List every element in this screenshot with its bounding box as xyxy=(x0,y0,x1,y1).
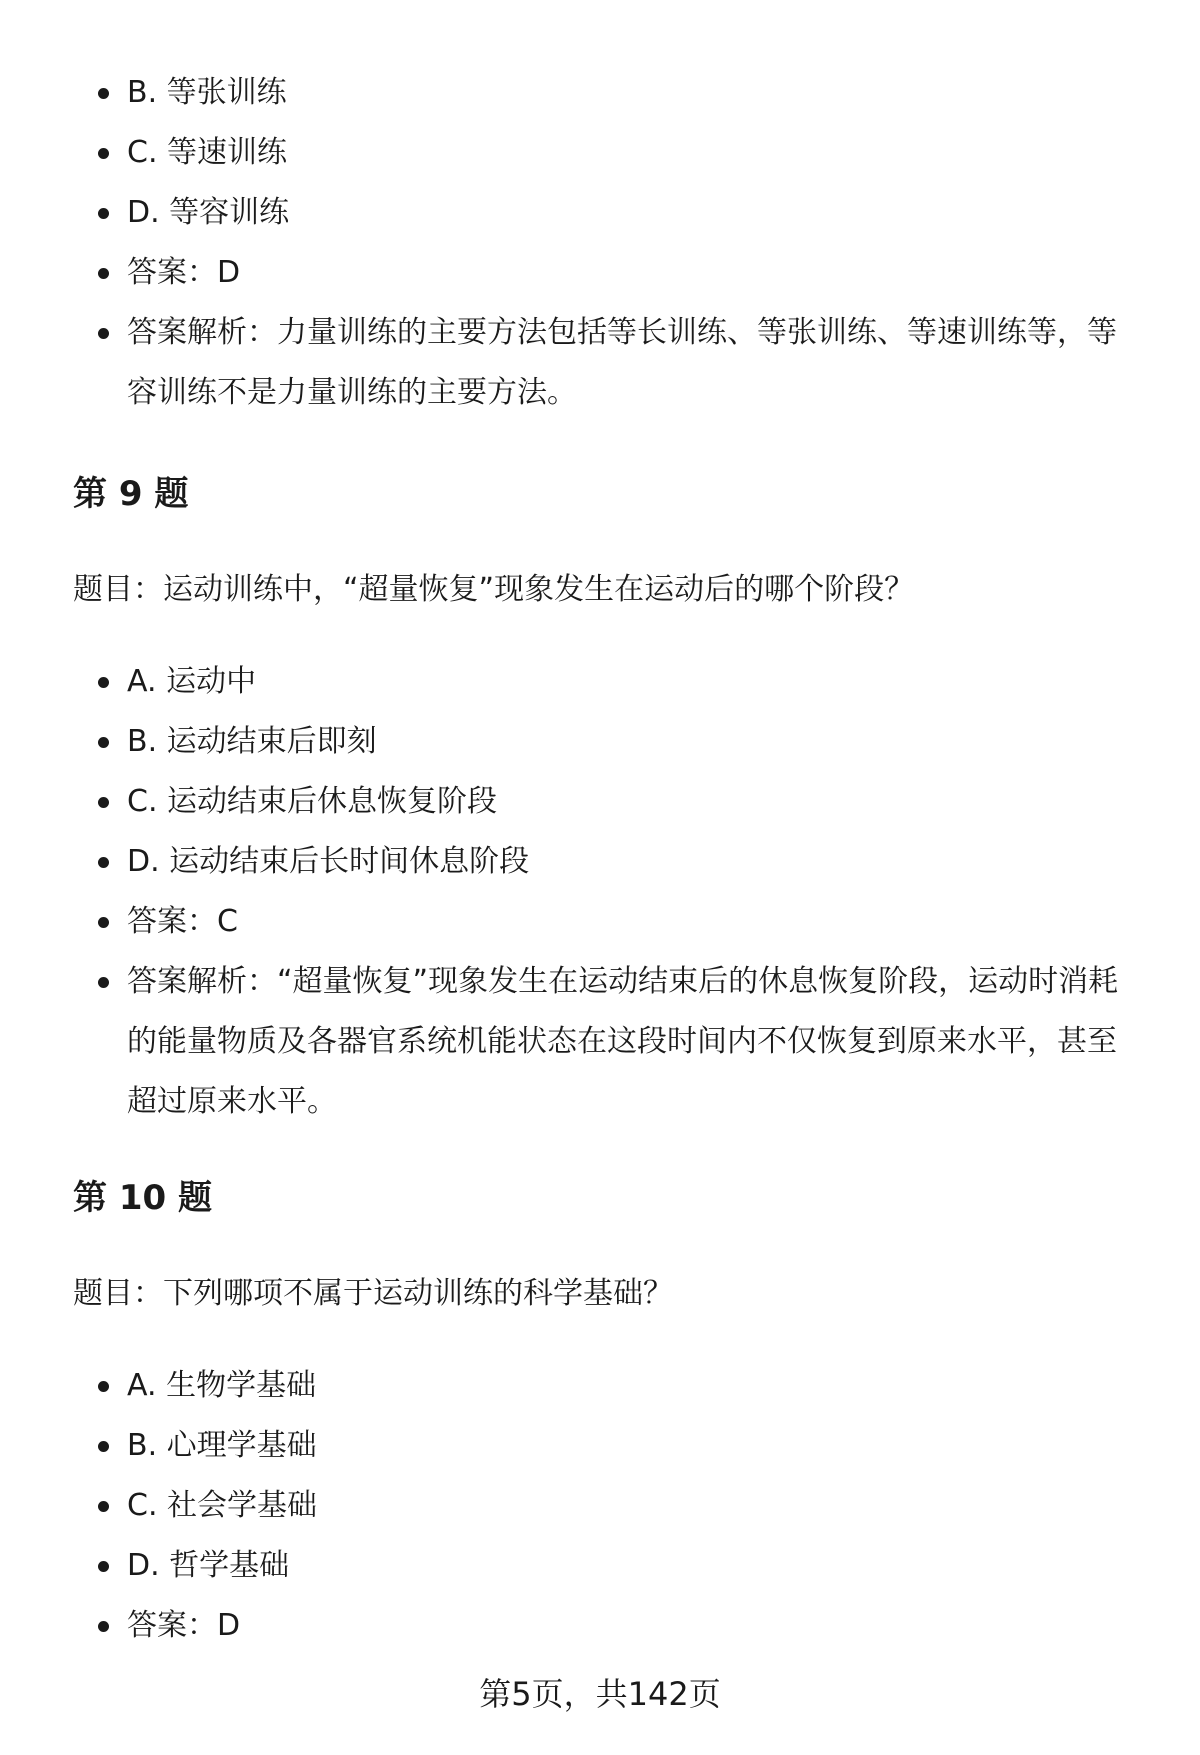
option-text: C. 运动结束后休息恢复阶段 xyxy=(127,784,498,819)
option-text: B. 运动结束后即刻 xyxy=(127,724,377,759)
option-text: C. 社会学基础 xyxy=(127,1488,318,1523)
bullet-icon xyxy=(98,1501,109,1512)
option-text: A. 生物学基础 xyxy=(127,1368,317,1403)
option-text: D. 运动结束后长时间休息阶段 xyxy=(127,844,530,879)
q10-options xyxy=(73,1356,1143,1656)
bullet-icon xyxy=(98,1441,109,1452)
list-item xyxy=(73,1596,1143,1656)
bullet-icon xyxy=(98,857,109,868)
list-item xyxy=(73,183,1143,243)
answer-text: 答案：D xyxy=(127,255,241,290)
bullet-icon xyxy=(98,977,109,988)
bullet-icon xyxy=(98,917,109,928)
q9-options xyxy=(73,652,1143,1132)
q8-option-list xyxy=(73,63,1143,423)
list-item xyxy=(73,123,1143,183)
list-item xyxy=(73,303,1143,423)
bullet-icon xyxy=(98,268,109,279)
page-footer: 第5页，共142页 xyxy=(479,1675,721,1713)
bullet-icon xyxy=(98,677,109,688)
bullet-icon xyxy=(98,1381,109,1392)
answer-text: 答案：C xyxy=(127,904,238,939)
list-item xyxy=(73,952,1143,1132)
q9-option-list xyxy=(73,652,1143,1132)
bullet-icon xyxy=(98,208,109,219)
list-item xyxy=(73,1536,1143,1596)
q8-tail xyxy=(73,63,1143,423)
bullet-icon xyxy=(98,328,109,339)
bullet-icon xyxy=(98,797,109,808)
bullet-icon xyxy=(98,737,109,748)
list-item xyxy=(73,832,1143,892)
answer-text: 答案：D xyxy=(127,1608,241,1643)
bullet-icon xyxy=(98,1621,109,1632)
q10-prompt: 题目：下列哪项不属于运动训练的科学基础？ xyxy=(73,1276,673,1311)
explanation-text: 答案解析：“超量恢复”现象发生在运动结束后的休息恢复阶段，运动时消耗的能量物质及各器官系统机能状态在这段时间内不仅恢复到原来水平，甚至超过原来水平。 xyxy=(127,964,1119,1119)
bullet-icon xyxy=(98,1561,109,1572)
option-text: C. 等速训练 xyxy=(127,135,288,170)
bullet-icon xyxy=(98,148,109,159)
list-item xyxy=(73,1416,1143,1476)
list-item xyxy=(73,892,1143,952)
option-text: D. 哲学基础 xyxy=(127,1548,290,1583)
option-text: B. 心理学基础 xyxy=(127,1428,317,1463)
option-text: B. 等张训练 xyxy=(127,75,287,110)
q10-heading: 第 10 题 xyxy=(73,1178,212,1218)
list-item xyxy=(73,1476,1143,1536)
list-item xyxy=(73,712,1143,772)
explanation-text: 答案解析：力量训练的主要方法包括等长训练、等张训练、等速训练等，等容训练不是力量训练的主要方法。 xyxy=(127,315,1117,410)
list-item xyxy=(73,1356,1143,1416)
list-item xyxy=(73,243,1143,303)
q9-heading: 第 9 题 xyxy=(73,474,189,514)
option-text: A. 运动中 xyxy=(127,664,257,699)
q9-prompt: 题目：运动训练中，“超量恢复”现象发生在运动后的哪个阶段？ xyxy=(73,572,915,607)
option-text: D. 等容训练 xyxy=(127,195,290,230)
list-item xyxy=(73,772,1143,832)
q10-option-list xyxy=(73,1356,1143,1656)
list-item xyxy=(73,63,1143,123)
bullet-icon xyxy=(98,88,109,99)
list-item xyxy=(73,652,1143,712)
